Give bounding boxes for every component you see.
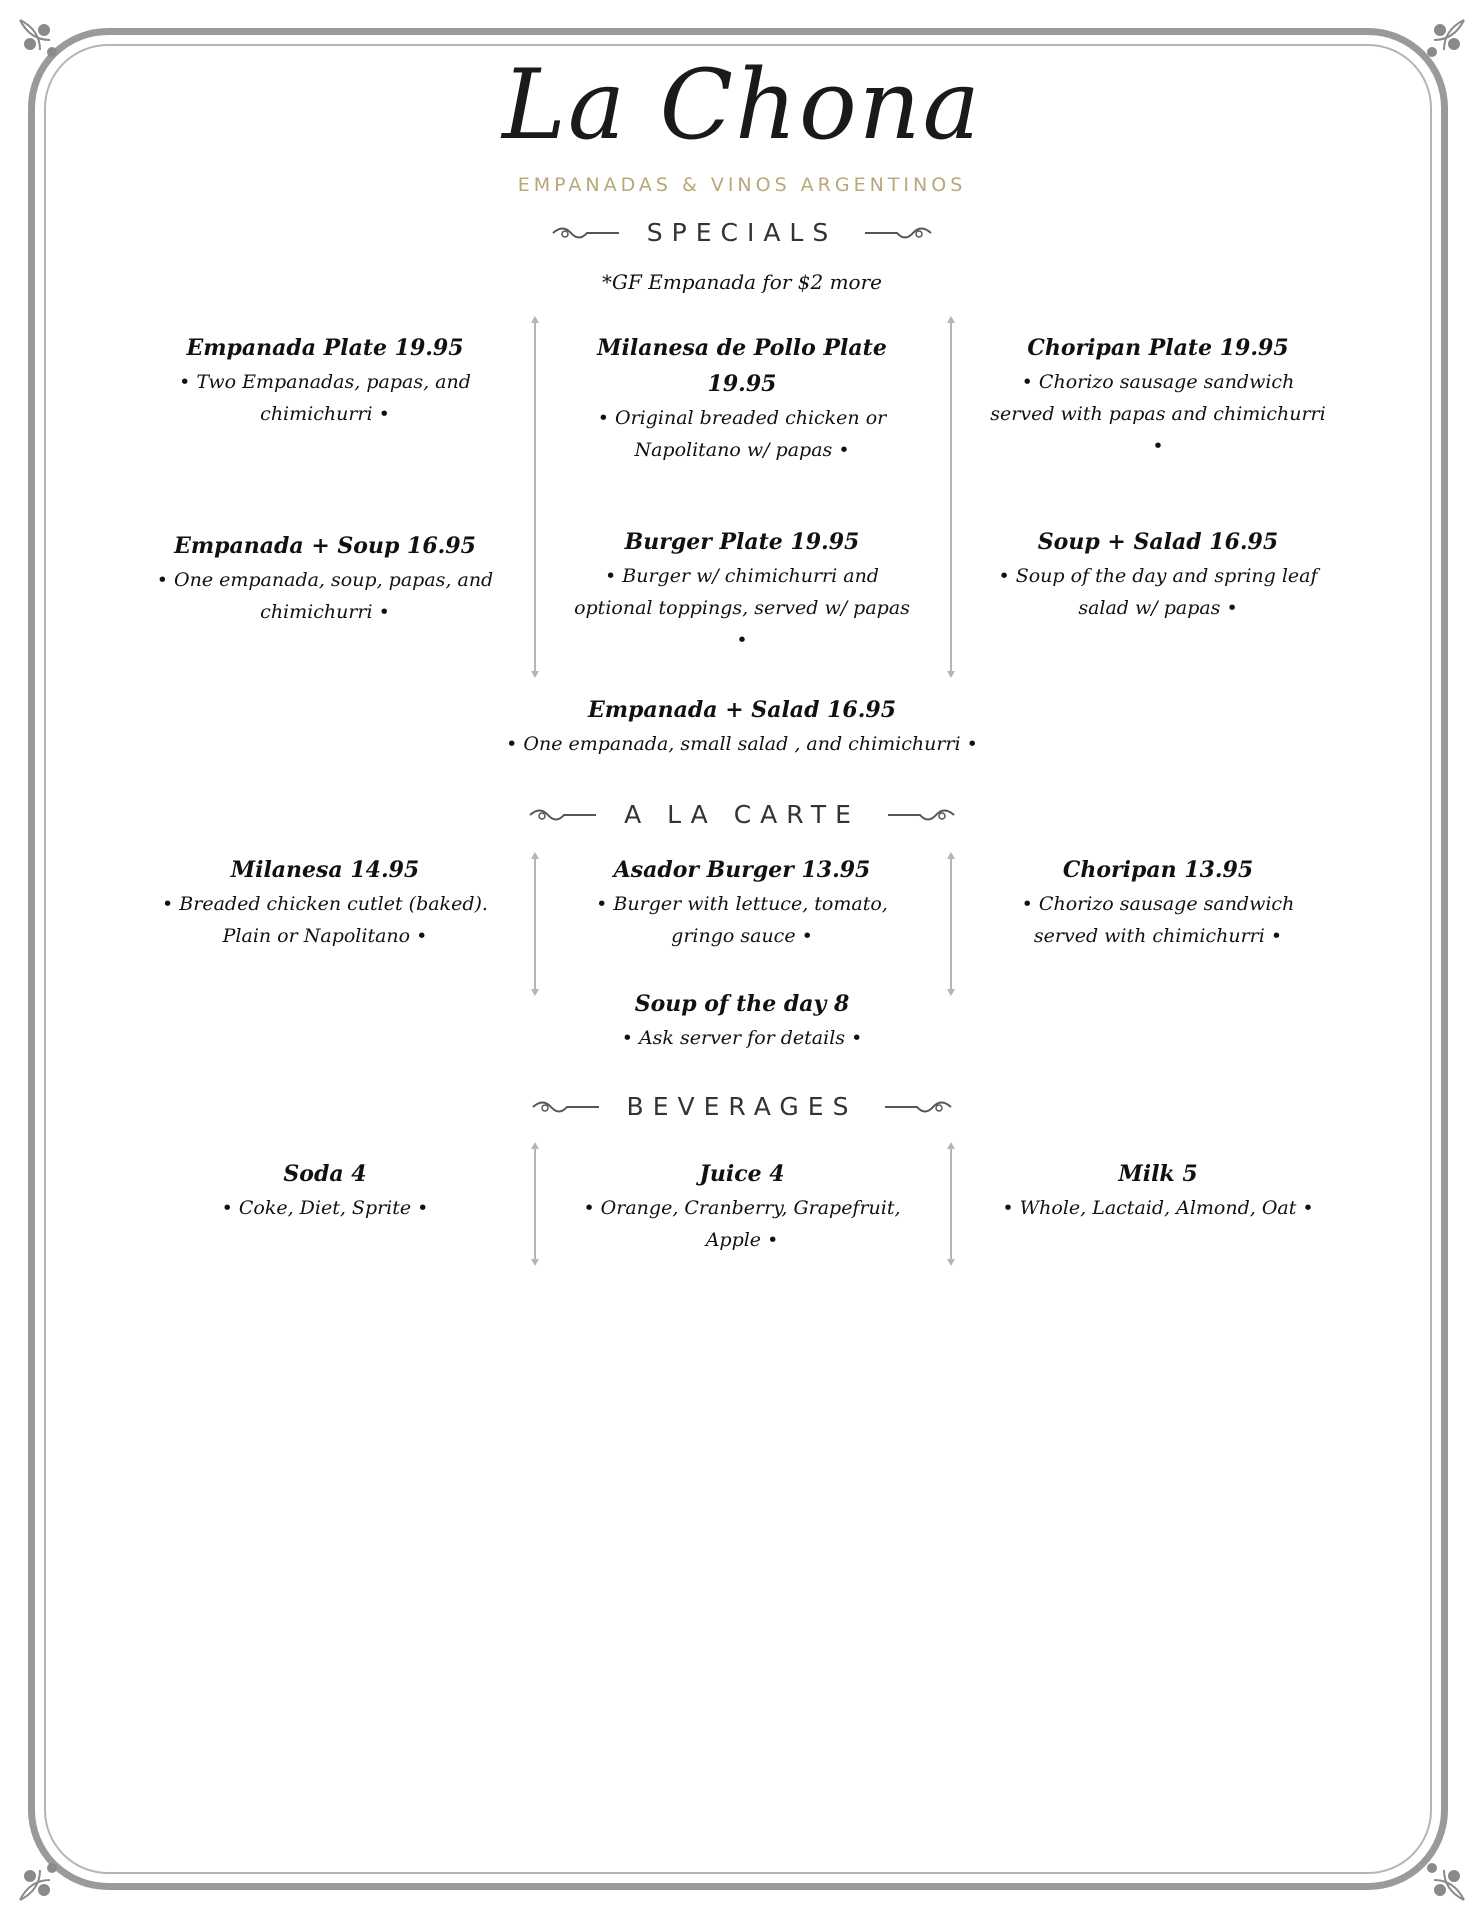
a-la-carte-column-2	[572, 852, 912, 1054]
specials-column-3	[988, 330, 1328, 624]
specials-column-2	[572, 330, 912, 656]
section-heading-a-la-carte	[0, 800, 1484, 829]
item-description: • Chorizo sausage sandwich served with papas and chimichurri •	[990, 371, 1326, 457]
item-name: Choripan Plate 19.95	[1027, 335, 1289, 361]
item-description: • Orange, Cranberry, Grapefruit, Apple •	[583, 1197, 901, 1251]
menu-item-centered	[0, 692, 1484, 760]
menu-item	[155, 1156, 495, 1224]
item-name: Empanada Plate 19.95	[186, 335, 464, 361]
flourish-right-icon	[863, 222, 933, 244]
section-title: BEVERAGES	[626, 1092, 858, 1121]
section-heading-specials	[0, 218, 1484, 247]
menu-item	[572, 986, 912, 1054]
menu-item	[572, 524, 912, 656]
item-name: Milanesa de Pollo Plate 19.95	[597, 335, 887, 397]
item-name: Empanada + Soup 16.95	[174, 533, 476, 559]
menu-item	[572, 1156, 912, 1256]
item-name: Asador Burger 13.95	[613, 857, 871, 883]
restaurant-logo	[0, 40, 1484, 196]
menu-item	[988, 330, 1328, 524]
column-divider	[534, 1148, 536, 1260]
menu-item	[572, 330, 912, 524]
menu-item	[988, 852, 1328, 952]
item-description: • Burger with lettuce, tomato, gringo sauce •	[596, 893, 888, 947]
menu-item	[988, 524, 1328, 624]
logo-tagline: EMPANADAS & VINOS ARGENTINOS	[517, 174, 967, 196]
item-name: Empanada + Salad 16.95	[587, 697, 896, 723]
beverages-column-1	[155, 1156, 495, 1224]
flourish-right-icon	[886, 804, 956, 826]
column-divider	[534, 858, 536, 990]
item-description: • One empanada, soup, papas, and chimichurri •	[156, 569, 494, 623]
flourish-left-icon	[531, 1096, 601, 1118]
item-description: • One empanada, small salad , and chimichurri •	[506, 733, 978, 755]
menu-item	[572, 852, 912, 986]
item-description: • Whole, Lactaid, Almond, Oat •	[1002, 1197, 1314, 1219]
item-description: • Chorizo sausage sandwich served with chimichurri •	[1021, 893, 1295, 947]
item-name: Soup + Salad 16.95	[1037, 529, 1279, 555]
section-title: A LA CARTE	[624, 800, 860, 829]
column-divider	[534, 322, 536, 672]
item-name: Milk 5	[1118, 1161, 1198, 1187]
beverages-column-3	[988, 1156, 1328, 1224]
a-la-carte-column-3	[988, 852, 1328, 952]
item-name: Juice 4	[699, 1161, 785, 1187]
flourish-left-icon	[551, 222, 621, 244]
item-description: • Two Empanadas, papas, and chimichurri •	[179, 371, 471, 425]
item-description: • Ask server for details •	[621, 1027, 863, 1049]
item-description: • Burger w/ chimichurri and optional toppings, served w/ papas •	[574, 565, 910, 651]
column-divider	[950, 1148, 952, 1260]
item-name: Burger Plate 19.95	[624, 529, 860, 555]
item-description: • Breaded chicken cutlet (baked). Plain or Napolitano •	[162, 893, 488, 947]
menu-item	[155, 528, 495, 628]
item-name: Choripan 13.95	[1062, 857, 1254, 883]
corner-flourish-icon	[1414, 1850, 1474, 1910]
item-description: • Coke, Diet, Sprite •	[221, 1197, 429, 1219]
section-title: SPECIALS	[646, 218, 838, 247]
column-divider	[950, 322, 952, 672]
gf-note: *GF Empanada for $2 more	[602, 270, 882, 294]
a-la-carte-column-1	[155, 852, 495, 952]
flourish-right-icon	[883, 1096, 953, 1118]
item-description: • Soup of the day and spring leaf salad w/ papas •	[998, 565, 1318, 619]
menu-item	[155, 852, 495, 952]
menu-item	[155, 330, 495, 528]
item-name: Milanesa 14.95	[230, 857, 420, 883]
section-heading-beverages	[0, 1092, 1484, 1121]
item-description: • Original breaded chicken or Napolitano w/ papas •	[597, 407, 887, 461]
item-name: Soda 4	[283, 1161, 367, 1187]
specials-column-1	[155, 330, 495, 628]
column-divider	[950, 858, 952, 990]
corner-flourish-icon	[10, 1850, 70, 1910]
flourish-left-icon	[528, 804, 598, 826]
menu-item	[988, 1156, 1328, 1224]
item-name: Soup of the day 8	[634, 991, 850, 1017]
logo-name: La Chona	[502, 49, 982, 161]
beverages-column-2	[572, 1156, 912, 1256]
